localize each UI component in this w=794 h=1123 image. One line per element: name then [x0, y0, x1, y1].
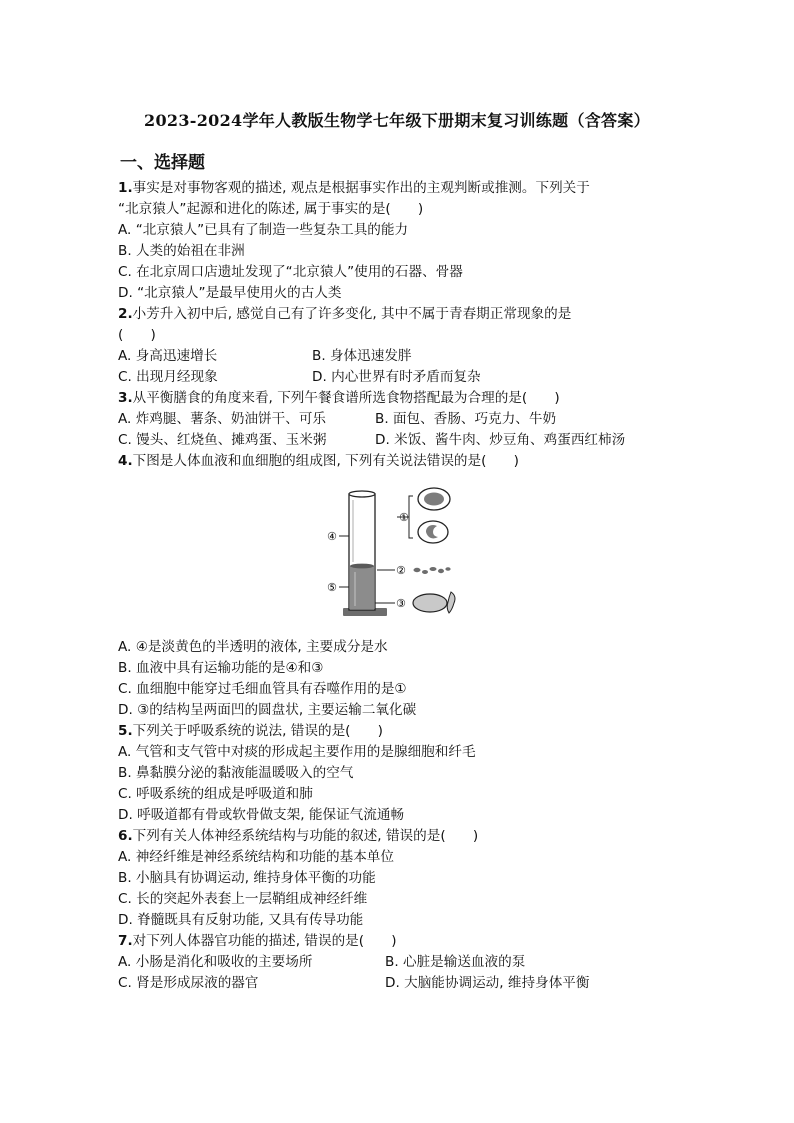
question-7-option-d: D. 大脑能协调运动, 维持身体平衡 — [385, 975, 590, 991]
question-6-option-c: C. 长的突起外表套上一层鞘组成神经纤维 — [118, 891, 368, 907]
blood-cell-layer — [350, 566, 374, 609]
question-2-option-c: C. 出现月经现象 — [118, 369, 218, 385]
question-2-stem-line-1: 2.小芳升入初中后, 感觉自己有了许多变化, 其中不属于青春期正常现象的是 — [118, 306, 572, 322]
question-2-option-a: A. 身高迅速增长 — [118, 348, 218, 364]
question-6-option-b: B. 小脑具有协调运动, 维持身体平衡的功能 — [118, 870, 376, 886]
label-3: ③ — [396, 597, 406, 610]
question-5-option-a: A. 气管和支气管中对痰的形成起主要作用的是腺细胞和纤毛 — [118, 744, 476, 760]
label-4: ④ — [327, 530, 337, 543]
platelets — [414, 567, 451, 574]
question-number: 6. — [118, 828, 133, 844]
section-heading: 一、选择题 — [120, 153, 205, 173]
question-7-option-b: B. 心脏是输送血液的泵 — [385, 954, 526, 970]
blood-composition-figure — [325, 486, 465, 622]
question-1-stem-line-1: 1.事实是对事物客观的描述, 观点是根据事实作出的主观判断或推测。下列关于 — [118, 180, 590, 196]
question-3-option-a: A. 炸鸡腿、薯条、奶油饼干、可乐 — [118, 411, 327, 427]
question-1-option-b: B. 人类的始祖在非洲 — [118, 243, 245, 259]
question-1-option-c: C. 在北京周口店遗址发现了“北京猿人”使用的石器、骨器 — [118, 264, 463, 280]
buffy-coat-layer — [350, 564, 374, 569]
label-1: ① — [399, 511, 409, 524]
question-3-option-d: D. 米饭、酱牛肉、炒豆角、鸡蛋西红柿汤 — [375, 432, 626, 448]
question-4-option-d: D. ③的结构呈两面凹的圆盘状, 主要运输二氧化碳 — [118, 702, 417, 718]
question-number: 5. — [118, 723, 133, 739]
question-1-option-a: A. “北京猿人”已具有了制造一些复杂工具的能力 — [118, 222, 409, 238]
question-3-option-b: B. 面包、香肠、巧克力、牛奶 — [375, 411, 557, 427]
question-4-option-c: C. 血细胞中能穿过毛细血管具有吞噬作用的是① — [118, 681, 407, 697]
question-7-stem: 7.对下列人体器官功能的描述, 错误的是( ) — [118, 933, 397, 949]
question-1-stem-line-2: “北京猿人”起源和进化的陈述, 属于事实的是( ) — [118, 201, 424, 217]
red-blood-cell — [413, 594, 447, 612]
label-5: ⑤ — [327, 581, 337, 594]
question-5-stem: 5.下列关于呼吸系统的说法, 错误的是( ) — [118, 723, 383, 739]
question-3-option-c: C. 馒头、红烧鱼、摊鸡蛋、玉米粥 — [118, 432, 327, 448]
question-5-option-b: B. 鼻黏膜分泌的黏液能温暖吸入的空气 — [118, 765, 354, 781]
document-title: 2023-2024学年人教版生物学七年级下册期末复习训练题（含答案） — [144, 111, 650, 130]
question-number: 3. — [118, 390, 133, 406]
question-3-stem: 3.从平衡膳食的角度来看, 下列午餐食谱所选食物搭配最为合理的是( ) — [118, 390, 560, 406]
question-number: 1. — [118, 180, 133, 196]
question-4-option-a: A. ④是淡黄色的半透明的液体, 主要成分是水 — [118, 639, 388, 655]
question-5-option-d: D. 呼吸道都有骨或软骨做支架, 能保证气流通畅 — [118, 807, 405, 823]
question-2-option-b: B. 身体迅速发胖 — [312, 348, 412, 364]
question-7-option-c: C. 肾是形成尿液的器官 — [118, 975, 259, 991]
question-2-option-d: D. 内心世界有时矛盾而复杂 — [312, 369, 481, 385]
red-blood-cell-side-view — [447, 592, 455, 613]
question-number: 4. — [118, 453, 133, 469]
question-7-option-a: A. 小肠是消化和吸收的主要场所 — [118, 954, 313, 970]
question-6-option-a: A. 神经纤维是神经系统结构和功能的基本单位 — [118, 849, 394, 865]
question-6-stem: 6.下列有关人体神经系统结构与功能的叙述, 错误的是( ) — [118, 828, 479, 844]
question-5-option-c: C. 呼吸系统的组成是呼吸道和肺 — [118, 786, 313, 802]
question-1-option-d: D. “北京猿人”是最早使用火的古人类 — [118, 285, 342, 301]
cell-nucleus — [424, 493, 444, 506]
question-number: 7. — [118, 933, 133, 949]
question-6-option-d: D. 脊髓既具有反射功能, 又具有传导功能 — [118, 912, 364, 928]
label-2: ② — [396, 564, 406, 577]
question-4-stem: 4.下图是人体血液和血细胞的组成图, 下列有关说法错误的是( ) — [118, 453, 519, 469]
question-number: 2. — [118, 306, 133, 322]
question-2-stem-line-2: ( ) — [118, 327, 156, 343]
cylinder-rim — [349, 491, 375, 497]
question-4-option-b: B. 血液中具有运输功能的是④和③ — [118, 660, 324, 676]
